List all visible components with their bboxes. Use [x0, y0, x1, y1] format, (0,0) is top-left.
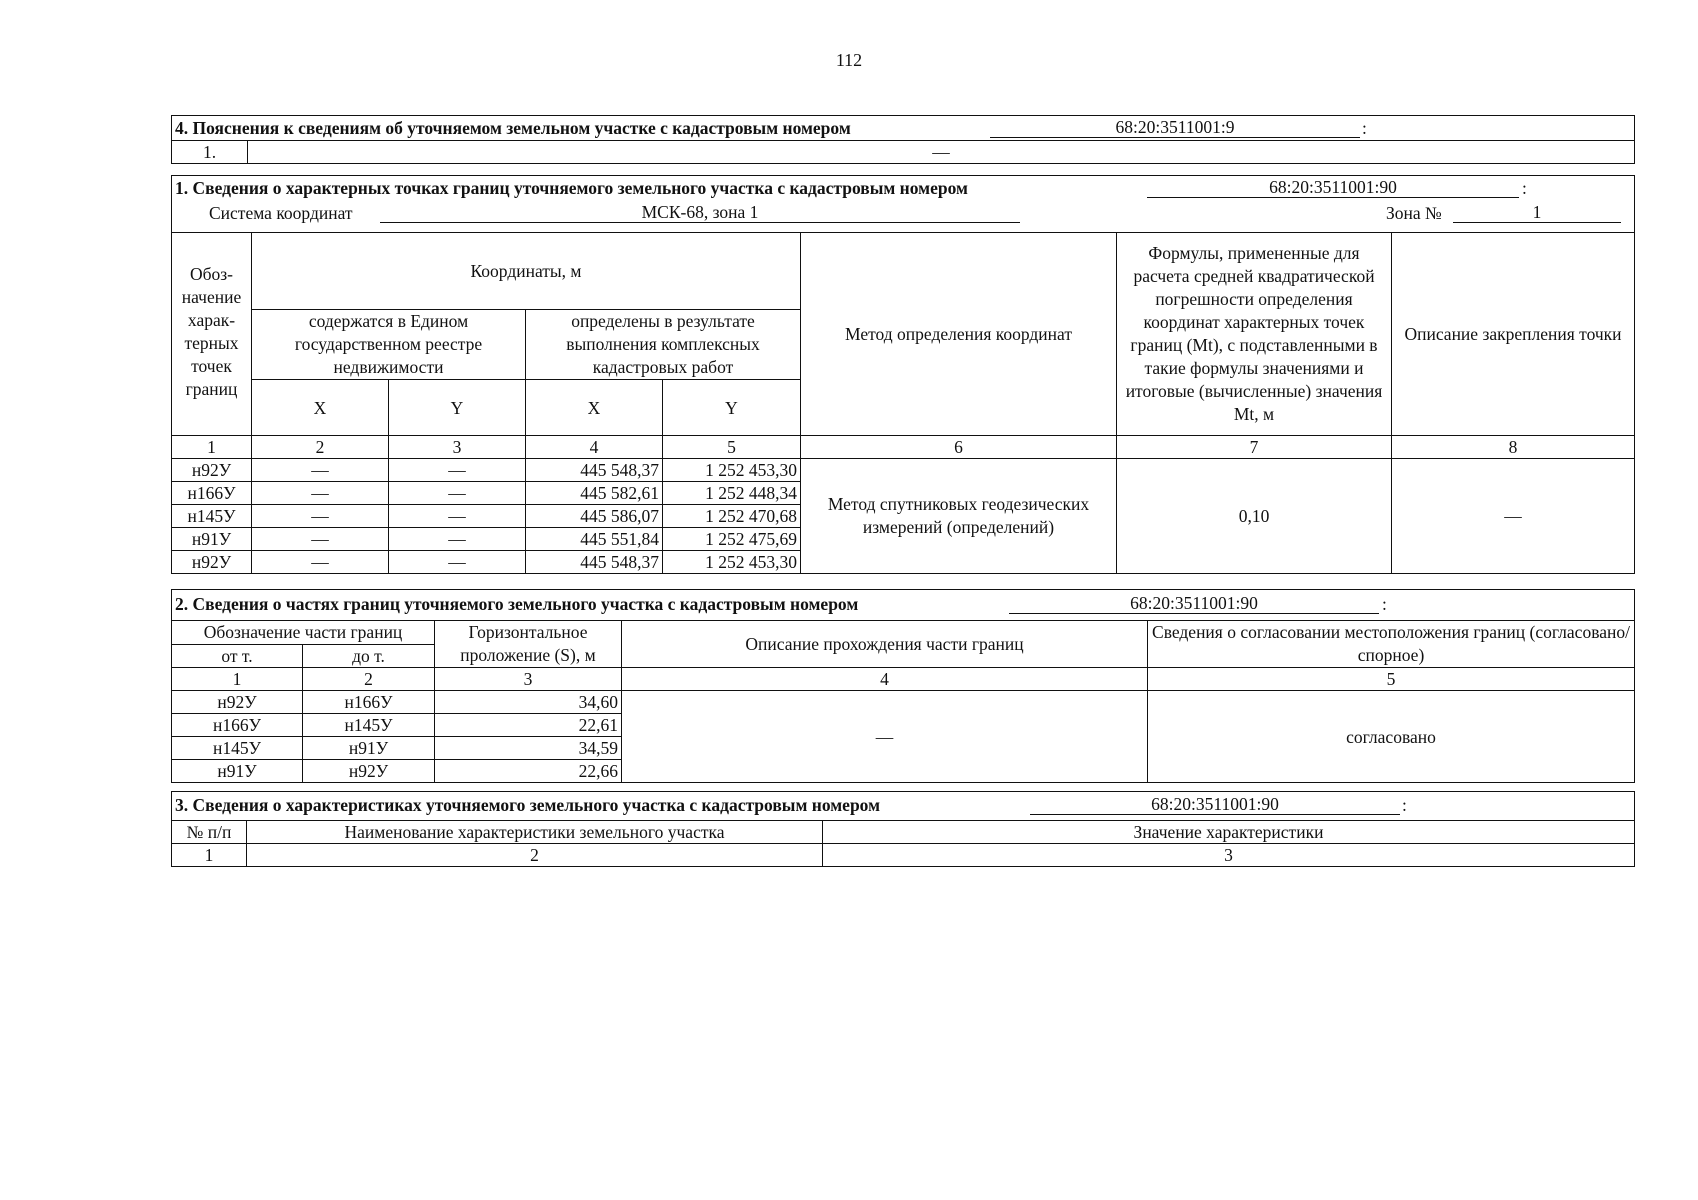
header-egrn: содержатся в Едином государственном реестре недвижимости [252, 310, 526, 380]
from-point: н166У [172, 714, 303, 737]
section-3-cadastral-number: 68:20:3511001:90 [1030, 794, 1400, 815]
table-row [172, 459, 1635, 482]
from-point: н91У [172, 760, 303, 783]
header-method: Метод определения координат [801, 233, 1117, 436]
y-complex: 1 252 475,69 [663, 528, 801, 551]
agreement-value: согласовано [1148, 691, 1635, 783]
colon: : [1402, 795, 1407, 815]
column-numbers-row [172, 668, 1635, 691]
point-name: н166У [172, 482, 252, 505]
column-numbers-row [172, 436, 1635, 459]
header-to: до т. [303, 644, 435, 668]
col-num: 3 [435, 668, 622, 691]
section-1-cadastral-number: 68:20:3511001:90 [1147, 177, 1519, 198]
mt-value: 0,10 [1117, 459, 1392, 574]
x-egrn: — [252, 551, 389, 574]
header-fixing: Описание закрепления точки [1392, 233, 1635, 436]
to-point: н91У [303, 737, 435, 760]
section-4-title: 4. Пояснения к сведениям об уточняемом земельном участке с кадастровым номером [175, 118, 851, 138]
y-egrn: — [389, 551, 526, 574]
x-complex: 445 586,07 [526, 505, 663, 528]
page-number: 112 [835, 50, 863, 70]
col-num: 8 [1392, 436, 1635, 459]
table-row [172, 691, 1635, 714]
col-num: 3 [823, 844, 1635, 867]
section-2-cadastral-number: 68:20:3511001:90 [1009, 593, 1379, 614]
to-point: н92У [303, 760, 435, 783]
col-num: 1 [172, 668, 303, 691]
x-egrn: — [252, 528, 389, 551]
header-number: № п/п [172, 821, 247, 844]
header-horizontal: Горизонтальное проложение (S), м [435, 621, 622, 668]
y-egrn: — [389, 505, 526, 528]
y-egrn: — [389, 528, 526, 551]
section-3-characteristics [171, 791, 1635, 867]
x-egrn: — [252, 505, 389, 528]
from-point: н145У [172, 737, 303, 760]
y-complex: 1 252 453,30 [663, 459, 801, 482]
horizontal-distance: 34,59 [435, 737, 622, 760]
section-2-boundary-parts [171, 589, 1635, 783]
point-name: н92У [172, 459, 252, 482]
col-num: 2 [247, 844, 823, 867]
horizontal-distance: 22,61 [435, 714, 622, 737]
zone-value: 1 [1453, 202, 1621, 223]
y-egrn: — [389, 459, 526, 482]
col-num: 1 [172, 844, 247, 867]
coordinate-system-label: Система координат [209, 203, 353, 223]
point-name: н145У [172, 505, 252, 528]
col-num: 4 [526, 436, 663, 459]
section-4-explanations [171, 115, 1635, 164]
colon: : [1522, 178, 1527, 198]
col-num: 5 [663, 436, 801, 459]
header-formulas: Формулы, примененные для расчета средней квадратической погрешности определения координат характерных точек границ (Mt), с подставленными в такие формулы значениями и итоговые (вычисленные) значения Mt, м [1117, 233, 1392, 436]
header-point-designation: Обоз- начение харак- терных точек границ [172, 233, 252, 436]
section-3-title: 3. Сведения о характеристиках уточняемого земельного участка с кадастровым номером [175, 795, 881, 815]
header-complex-works: определены в результате выполнения комплексных кадастровых работ [526, 310, 801, 380]
y-complex: 1 252 470,68 [663, 505, 801, 528]
header-x-complex: X [526, 380, 663, 436]
y-complex: 1 252 448,34 [663, 482, 801, 505]
section-4-row-text: — [248, 141, 1635, 164]
header-agreement: Сведения о согласовании местоположения границ (согласовано/спорное) [1148, 621, 1635, 668]
zone-label: Зона № [1386, 203, 1442, 223]
col-num: 5 [1148, 668, 1635, 691]
section-4-header [172, 116, 1635, 141]
section-2-header [172, 590, 1635, 621]
section-2-title: 2. Сведения о частях границ уточняемого земельного участка с кадастровым номером [175, 594, 859, 614]
to-point: н166У [303, 691, 435, 714]
x-complex: 445 582,61 [526, 482, 663, 505]
horizontal-distance: 34,60 [435, 691, 622, 714]
y-complex: 1 252 453,30 [663, 551, 801, 574]
x-complex: 445 548,37 [526, 551, 663, 574]
horizontal-distance: 22,66 [435, 760, 622, 783]
col-num: 7 [1117, 436, 1392, 459]
col-num: 2 [252, 436, 389, 459]
point-name: н92У [172, 551, 252, 574]
column-numbers-row [172, 844, 1635, 867]
fixing-value: — [1392, 459, 1635, 574]
from-point: н92У [172, 691, 303, 714]
section-4-row-number: 1. [172, 141, 248, 164]
col-num: 2 [303, 668, 435, 691]
header-part-designation: Обозначение части границ [172, 621, 435, 645]
col-num: 3 [389, 436, 526, 459]
header-coordinates: Координаты, м [252, 233, 801, 310]
section-1-header [172, 176, 1635, 233]
x-complex: 445 551,84 [526, 528, 663, 551]
header-description: Описание прохождения части границ [622, 621, 1148, 668]
section-1-title: 1. Сведения о характерных точках границ уточняемого земельного участка с кадастровым номером [175, 178, 968, 198]
y-egrn: — [389, 482, 526, 505]
header-y-egrn: Y [389, 380, 526, 436]
col-num: 1 [172, 436, 252, 459]
col-num: 6 [801, 436, 1117, 459]
header-y-complex: Y [663, 380, 801, 436]
colon: : [1362, 118, 1367, 138]
header-characteristic-name: Наименование характеристики земельного участка [247, 821, 823, 844]
method-value: Метод спутниковых геодезических измерений (определений) [801, 459, 1117, 574]
header-characteristic-value: Значение характеристики [823, 821, 1635, 844]
to-point: н145У [303, 714, 435, 737]
section-1-boundary-points [171, 175, 1635, 574]
x-complex: 445 548,37 [526, 459, 663, 482]
description-value: — [622, 691, 1148, 783]
x-egrn: — [252, 459, 389, 482]
header-from: от т. [172, 644, 303, 668]
point-name: н91У [172, 528, 252, 551]
col-num: 4 [622, 668, 1148, 691]
section-3-header [172, 792, 1635, 821]
section-4-cadastral-number: 68:20:3511001:9 [990, 117, 1360, 138]
coordinate-system-value: МСК-68, зона 1 [380, 202, 1020, 223]
colon: : [1382, 594, 1387, 614]
x-egrn: — [252, 482, 389, 505]
header-x-egrn: X [252, 380, 389, 436]
